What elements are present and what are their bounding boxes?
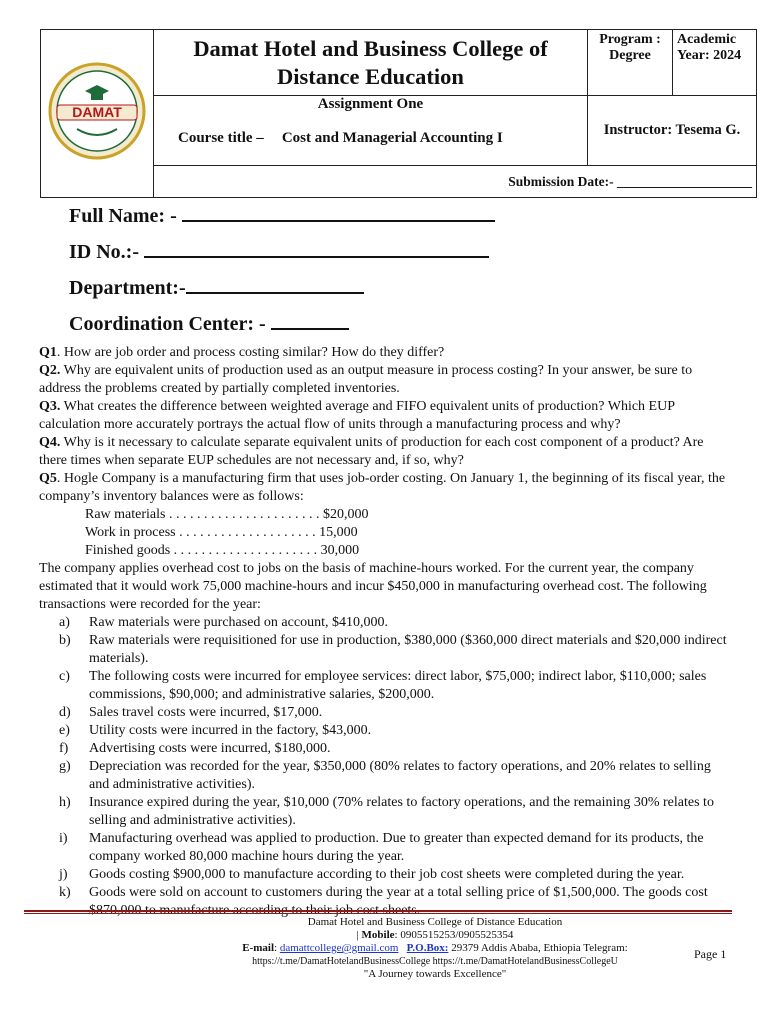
instructor: Instructor: Tesema G. <box>588 96 757 166</box>
list-item: k) Goods were sold on account to customers during the year at a total selling price of $1,500,000. The goods cost <box>59 885 708 900</box>
svg-text:DAMAT: DAMAT <box>72 104 122 120</box>
list-item: i) Manufacturing overhead was applied to production. Due to greater than expected demand for its products, the company worked 80,000 machine hours during the year. <box>59 831 704 864</box>
assignment-title: Assignment One <box>317 96 424 112</box>
inventory-finished-goods: Finished goods . . . . . . . . . . . . . . . . . . . . . 30,000 <box>85 543 360 558</box>
overhead-paragraph: The company applies overhead cost to jobs on the basis of machine-hours worked. For the current year, the company estimated that it would work 75,000 machine-hours and incur $450,000 in manufacturing overhead cost. The following transactions were recorded for the year: <box>39 561 707 612</box>
question-5: Q5. Hogle Company is a manufacturing firm that uses job-order costing. On January 1, the beginning of its fiscal year, the company’s inventory balances were as follows: <box>39 471 726 504</box>
academic-year-label: Academic Year: 2024 <box>673 30 757 96</box>
coordination-label: Coordination Center: - <box>69 313 266 335</box>
footer-rule <box>24 910 732 912</box>
list-item: c) The following costs were incurred for employee services: direct labor, $75,000; indirect labor, $110,000; sales commissions, $90,000; and administrative salaries, $200,000. <box>59 669 707 702</box>
id-label: ID No.:- <box>69 241 139 263</box>
submission-date: Submission Date:- ____________________ <box>154 166 757 198</box>
question-3: Q3. What creates the difference between weighted average and FIFO equivalent units of production? Which EUP calculation more accurately portrays the actual flow of units through a manufacturing process and why? <box>39 399 675 432</box>
full-name-label: Full Name: - <box>69 205 177 227</box>
list-item: d) Sales travel costs were incurred, $17,000. <box>59 705 323 720</box>
course-title: Cost and Managerial Accounting I <box>281 130 503 146</box>
footer <box>200 916 670 981</box>
list-item: a) Raw materials were purchased on account, $410,000. <box>59 615 388 630</box>
list-item: j) Goods costing $900,000 to manufacture according to their job cost sheets were completed during the year. <box>59 867 685 882</box>
questions-body <box>39 344 731 920</box>
inventory-balances <box>39 506 731 560</box>
college-name: Damat Hotel and Business College of Distance Education <box>154 30 588 96</box>
telegram-links[interactable]: https://t.me/DamatHotelandBusinessCollege https://t.me/DamatHotelandBusinessCollegeU <box>252 956 618 967</box>
list-item: e) Utility costs were incurred in the factory, $43,000. <box>59 723 372 738</box>
question-2: Q2. Why are equivalent units of production used as an output measure in process costing? In your answer, be sure to address the problems created by partially completed inventories. <box>39 363 693 396</box>
page-number: Page 1 <box>694 947 727 961</box>
slogan: "A Journey towards Excellence" <box>363 968 507 980</box>
list-item: g) Depreciation was recorded for the year, $350,000 (80% relates to factory operations, and 20% relates to selling and administrative activities). <box>59 759 711 792</box>
email-link[interactable]: damattcollege@gmail.com <box>279 942 399 954</box>
footer-college: Damat Hotel and Business College of Distance Education <box>307 916 563 928</box>
question-1: Q1. How are job order and process costing similar? How do they differ? <box>39 345 445 360</box>
question-4: Q4. Why is it necessary to calculate separate equivalent units of production for each cost component of a product? Are there times when separate EUP schedules are not necessary and, if so, why? <box>39 435 704 468</box>
inventory-work-in-process: Work in process . . . . . . . . . . . . . . . . . . . . 15,000 <box>85 525 358 540</box>
program-label: Program : Degree <box>588 30 673 96</box>
list-item: h) Insurance expired during the year, $10,000 (70% relates to factory operations, and the remaining 30% relates to selling and administrative activities). <box>59 795 714 828</box>
course-prefix: Course title – <box>178 130 264 146</box>
pobox-link[interactable]: P.O.Box: <box>406 942 449 954</box>
footer-rule-thin <box>24 913 732 914</box>
list-item: b) Raw materials were requisitioned for use in production, $380,000 ($360,000 direct materials and $20,000 indirect materials). <box>59 633 727 666</box>
inventory-raw-materials: Raw materials . . . . . . . . . . . . . . . . . . . . . . $20,000 <box>85 507 369 522</box>
transactions-list <box>39 614 731 920</box>
footer-contact: E-mail: damattcollege@gmail.com P.O.Box: 29379 Addis Ababa, Ethiopia Telegram: <box>242 942 628 954</box>
department-label: Department:- <box>69 277 186 299</box>
list-item: f) Advertising costs were incurred, $180,000. <box>59 741 331 756</box>
footer-mobile: | Mobile: 0905515253/0905525354 <box>356 929 514 941</box>
